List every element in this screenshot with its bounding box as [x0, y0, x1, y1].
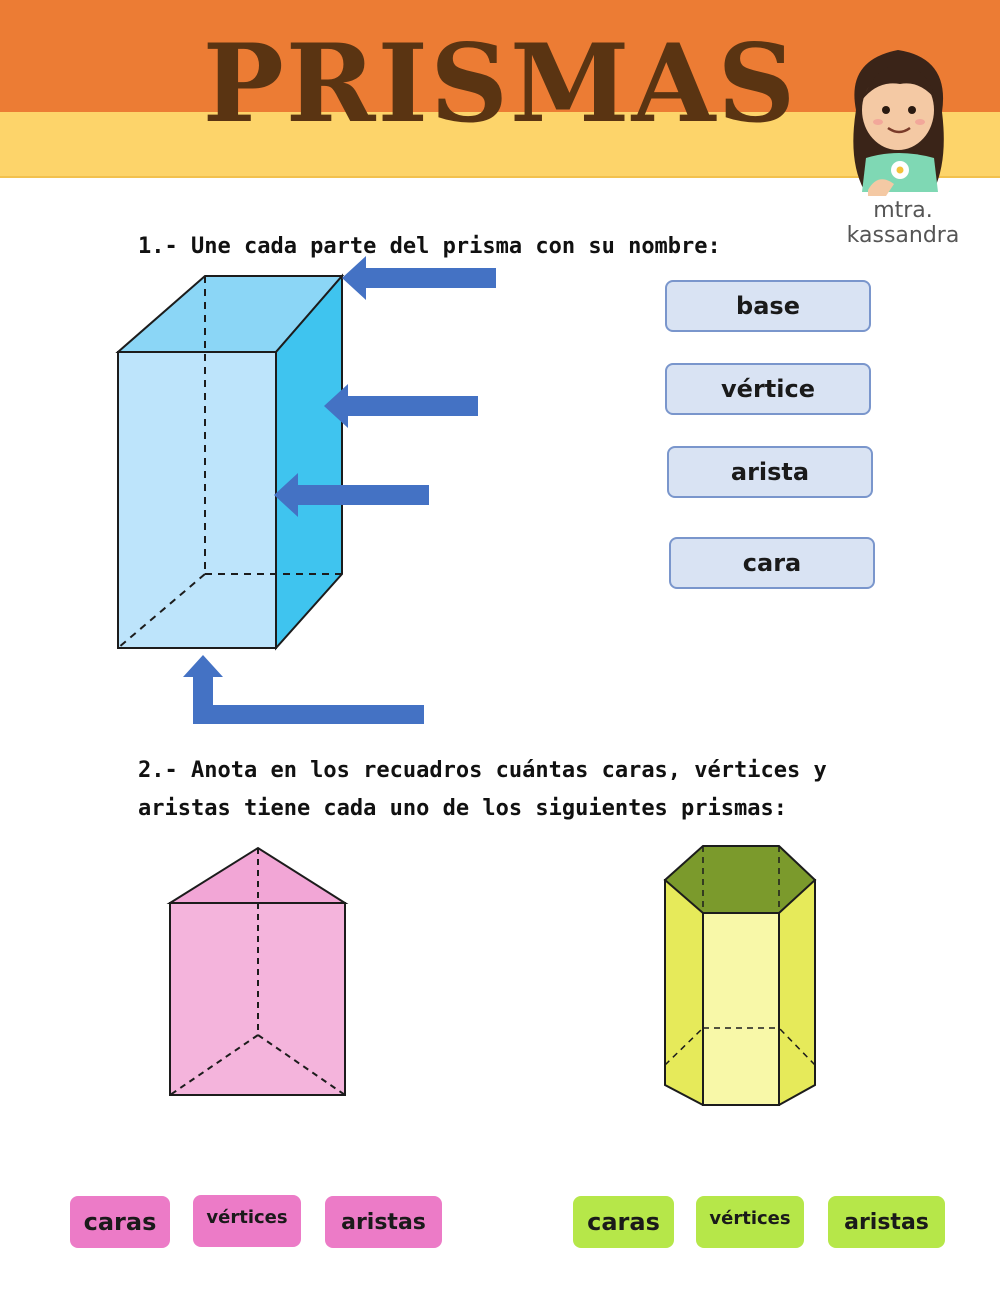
label-vertice-box[interactable]: vértice: [665, 363, 871, 415]
instruction-2-line2: aristas tiene cada uno de los siguientes prismas:: [138, 796, 788, 821]
hexagonal-caras-box[interactable]: caras: [573, 1196, 674, 1248]
instruction-2-line1: 2.- Anota en los recuadros cuántas caras, vértices y: [138, 758, 827, 783]
triangular-vertices-box[interactable]: vértices: [193, 1195, 301, 1247]
teacher-signature: mtra. kassandra: [846, 198, 960, 248]
page-title: PRISMAS: [202, 21, 798, 147]
triangular-aristas-box[interactable]: aristas: [325, 1196, 442, 1248]
label-base-box[interactable]: base: [665, 280, 871, 332]
label-cara-box[interactable]: cara: [669, 537, 875, 589]
label-arista-box[interactable]: arista: [667, 446, 873, 498]
triangular-caras-box[interactable]: caras: [70, 1196, 170, 1248]
instruction-1: 1.- Une cada parte del prisma con su nombre:: [138, 234, 721, 259]
hexagonal-aristas-box[interactable]: aristas: [828, 1196, 945, 1248]
hexagonal-vertices-box[interactable]: vértices: [696, 1196, 804, 1248]
